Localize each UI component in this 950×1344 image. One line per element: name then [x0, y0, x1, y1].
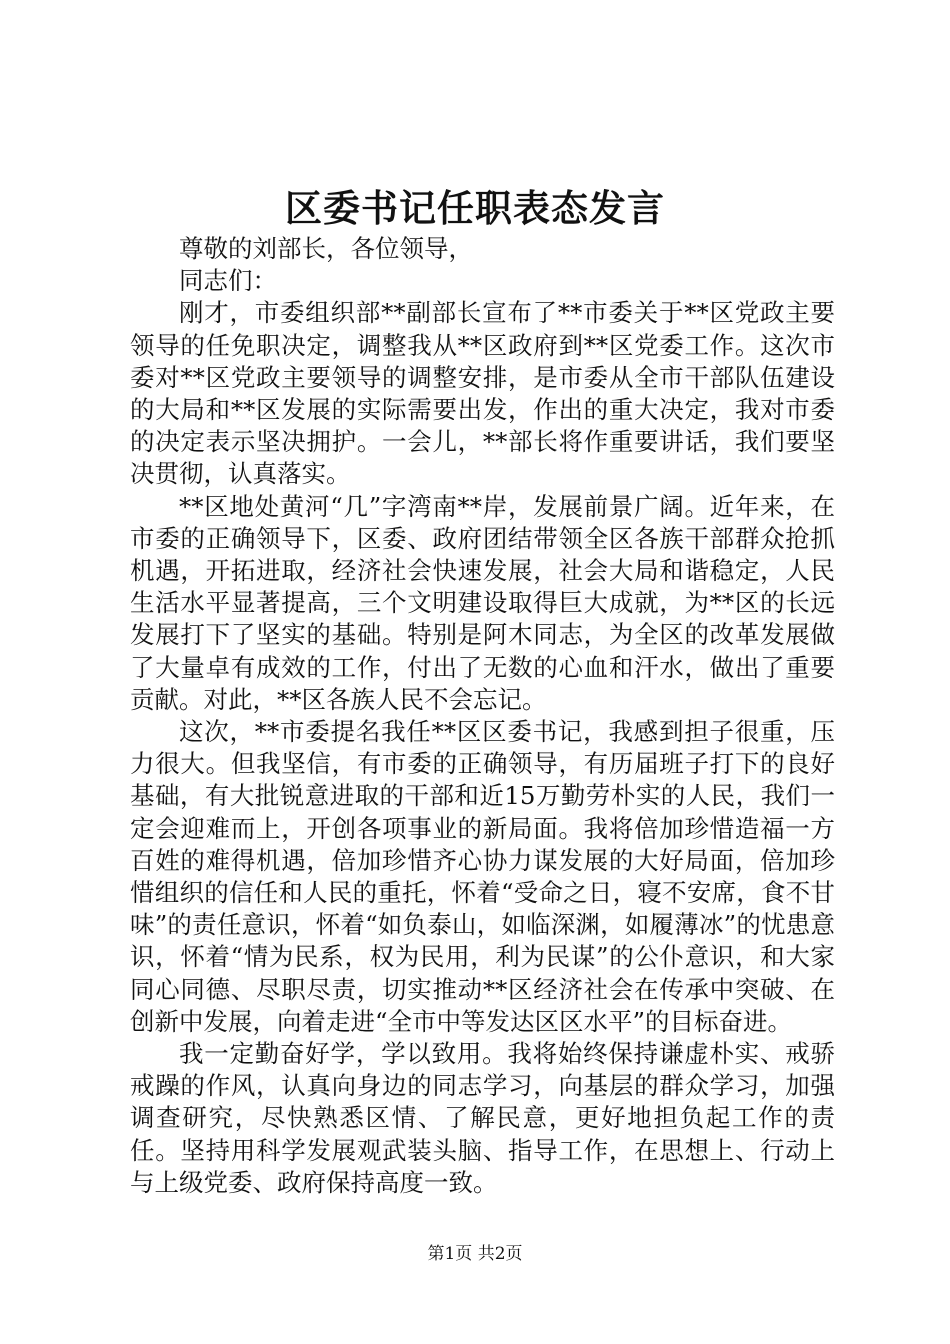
paragraph: 这次，**市委提名我任**区区委书记，我感到担子很重，压力很大。但我坚信，有市委的正确领导，有历届班子打下的良好基础，有大批锐意进取的干部和近15万勤劳朴实的人民，我们一定会迎难而上，开创各项事业的新局面。我将倍加珍惜造福一方百姓的难得机遇，倍加珍惜齐心协力谋发展的大好局面，倍加珍惜组织的信任和人民的重托，怀着“受命之日，寝不安席，食不甘味”的责任意识，怀着“如负泰山，如临深渊，如履薄冰”的忧患意识，怀着“情为民系，权为民用，利为民谋”的公仆意识，和大家同心同德、尽职尽责，切实推动**区经济社会在传承中突破、在创新中发展，向着走进“全市中等发达区区水平”的目标奋进。: [130, 717, 835, 1036]
document-title: 区委书记任职表态发言: [285, 186, 665, 230]
paragraph: **区地处黄河“几”字湾南**岸，发展前景广阔。近年来，在市委的正确领导下，区委、政府团结带领全区各族干部群众抢抓机遇，开拓进取，经济社会快速发展，社会大局和谐稳定，人民生活水平显著提高，三个文明建设取得巨大成就，为**区的长远发展打下了坚实的基础。特别是阿木同志，为全区的改革发展做了大量卓有成效的工作，付出了无数的心血和汗水，做出了重要贡献。对此，**区各族人民不会忘记。: [130, 491, 835, 714]
paragraph: 我一定勤奋好学，学以致用。我将始终保持谦虚朴实、戒骄戒躁的作风，认真向身边的同志学习，向基层的群众学习，加强调查研究，尽快熟悉区情、了解民意，更好地担负起工作的责任。坚持用科学发展观武装头脑、指导工作，在思想上、行动上与上级党委、政府保持高度一致。: [130, 1039, 835, 1197]
salutation: 尊敬的刘部长，各位领导，: [179, 234, 473, 263]
paragraph: 刚才，市委组织部**副部长宣布了**市委关于**区党政主要领导的任免职决定，调整我从**区政府到**区党委工作。这次市委对**区党政主要领导的调整安排，是市委从全市干部队伍建设的大局和**区发展的实际需要出发，作出的重大决定，我对市委的决定表示坚决拥护。一会儿，**部长将作重要讲话，我们要坚决贯彻，认真落实。: [130, 298, 835, 489]
salutation-line-2: 同志们：: [179, 266, 277, 296]
page-number-footer: 第1页 共2页: [427, 1244, 523, 1264]
document-body: [130, 233, 835, 1199]
